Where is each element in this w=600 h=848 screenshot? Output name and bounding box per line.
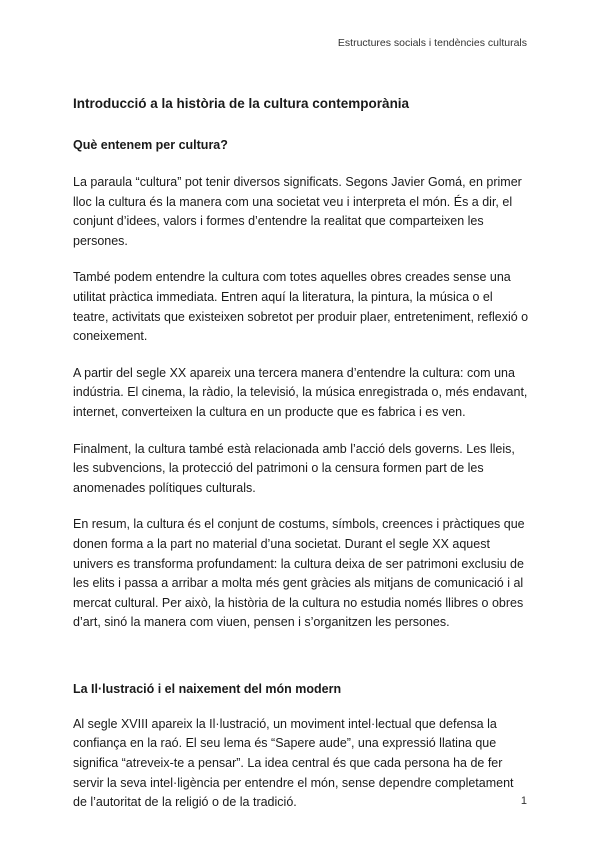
- document-body: [73, 94, 529, 813]
- paragraph: Finalment, la cultura també està relacionada amb l’acció dels governs. Les lleis, les subvencions, la protecció del patrimoni o la censura formen part de les anomenades polítiques culturals.: [73, 441, 515, 495]
- paragraph: A partir del segle XX apareix una tercera manera d’entendre la cultura: com una indústria. El cinema, la ràdio, la televisió, la música enregistrada o, més endavant, internet, converteixen la cultura en un producte que es fabrica i es ven.: [73, 365, 528, 419]
- section-heading-illustracio: La Il·lustració i el naixement del món modern: [73, 681, 342, 696]
- paragraph: En resum, la cultura és el conjunt de costums, símbols, creences i pràctiques que donen forma a la part no material d’una societat. Durant el segle XX aquest univers es transforma profundament: la cultura deixa de ser patrimoni exclusiu de les elits i passa a arribar a molta més gent gràcies als mitjans de comunicació i al mercat cultural. Per això, la història de la cultura no estudia només llibres o obres d’art, sinó la manera com viuen, pensen i s’organitzen les persones.: [73, 517, 525, 630]
- page-number: 1: [520, 795, 527, 807]
- paragraph: També podem entendre la cultura com totes aquelles obres creades sense una utilitat pràctica immediata. Entren aquí la literatura, la pintura, la música o el teatre, activitats que existeixen sobretot per produir plaer, entreteniment, reflexió o coneixement.: [73, 270, 529, 344]
- running-header: Estructures socials i tendències culturals: [337, 37, 527, 49]
- document-title: Introducció a la història de la cultura contemporània: [73, 96, 410, 111]
- paragraph: Al segle XVIII apareix la Il·lustració, un moviment intel·lectual que defensa la confiança en la raó. El seu lema és “Sapere aude”, una expressió llatina que significa “atreveix-te a pensar”. La idea central és que cada persona ha de fer servir la seva intel·ligència per entendre el món, sense dependre completament de l’autoritat de la religió o de la tradició.: [73, 716, 514, 810]
- paragraph: La paraula “cultura” pot tenir diversos significats. Segons Javier Gomá, en primer lloc la cultura és la manera com una societat veu i interpreta el món. És a dir, el conjunt d’idees, valors i formes d’entendre la realitat que comparteixen les persones.: [73, 175, 522, 248]
- section-heading-cultura: Què entenem per cultura?: [73, 138, 228, 152]
